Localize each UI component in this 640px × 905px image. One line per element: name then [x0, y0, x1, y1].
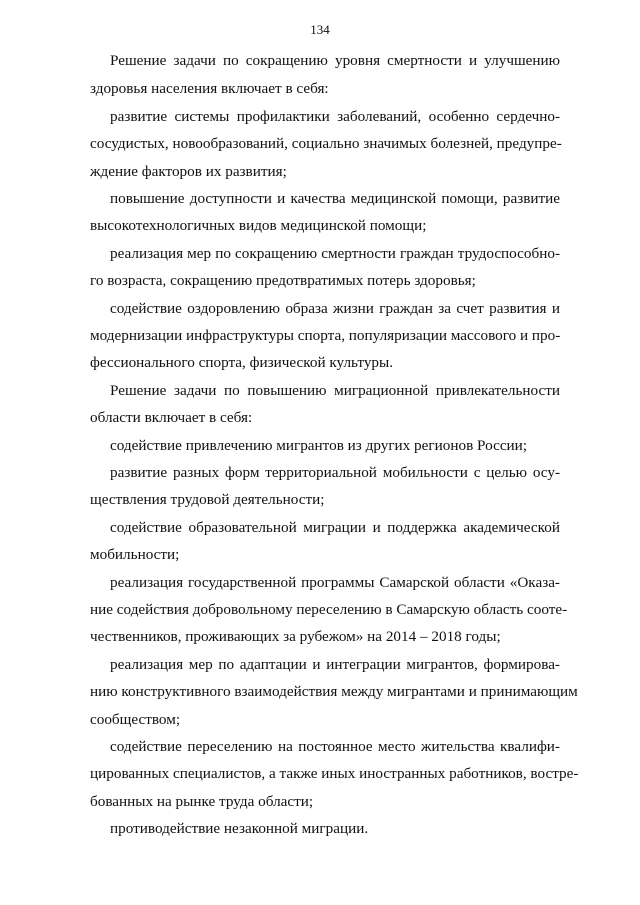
text-line: содействие оздоровлению образа жизни граждан за счет развития и [110, 300, 560, 317]
text-line: здоровья населения включает в себя: [90, 80, 329, 97]
text-line: области включает в себя: [90, 409, 253, 426]
text-line: ществления трудовой деятельности; [90, 491, 325, 508]
text-line: Решение задачи по сокращению уровня смертности и улучшению [110, 52, 560, 69]
text-line: фессионального спорта, физической культуры. [90, 354, 394, 371]
text-line: мобильности; [90, 546, 180, 563]
text-line: чественников, проживающих за рубежом» на 2014 – 2018 годы; [90, 628, 501, 645]
text-line: го возраста, сокращению предотвратимых потерь здоровья; [90, 272, 476, 289]
text-line: ждение факторов их развития; [90, 163, 287, 180]
text-line: бованных на рынке труда области; [90, 793, 314, 810]
text-line: развитие разных форм территориальной мобильности с целью осу- [110, 464, 560, 481]
text-line: реализация мер по сокращению смертности граждан трудоспособно- [110, 245, 560, 262]
text-line: противодействие незаконной миграции. [110, 820, 369, 837]
text-line: цированных специалистов, а также иных иностранных работников, востре- [90, 765, 579, 782]
text-line: развитие системы профилактики заболеваний, особенно сердечно- [110, 108, 560, 125]
text-line: Решение задачи по повышению миграционной привлекательности [110, 382, 560, 399]
text-line: ние содействия добровольному переселению в Самарскую область сооте- [90, 601, 568, 618]
text-line: реализация государственной программы Самарской области «Оказа- [110, 574, 560, 591]
text-line: повышение доступности и качества медицинской помощи, развитие [110, 190, 560, 207]
page-number: 134 [310, 22, 330, 37]
text-line: реализация мер по адаптации и интеграции мигрантов, формирова- [110, 656, 560, 673]
text-line: модернизации инфраструктуры спорта, популяризации массового и про- [90, 327, 561, 344]
text-line: сообществом; [90, 711, 181, 728]
text-line: содействие переселению на постоянное место жительства квалифи- [110, 738, 560, 755]
text-line: нию конструктивного взаимодействия между мигрантами и принимающим [90, 683, 578, 700]
text-line: содействие образовательной миграции и поддержка академической [110, 519, 560, 536]
text-line: содействие привлечению мигрантов из других регионов России; [110, 437, 528, 454]
text-line: сосудистых, новообразований, социально значимых болезней, предупре- [90, 135, 562, 152]
text-line: высокотехнологичных видов медицинской помощи; [90, 217, 427, 234]
